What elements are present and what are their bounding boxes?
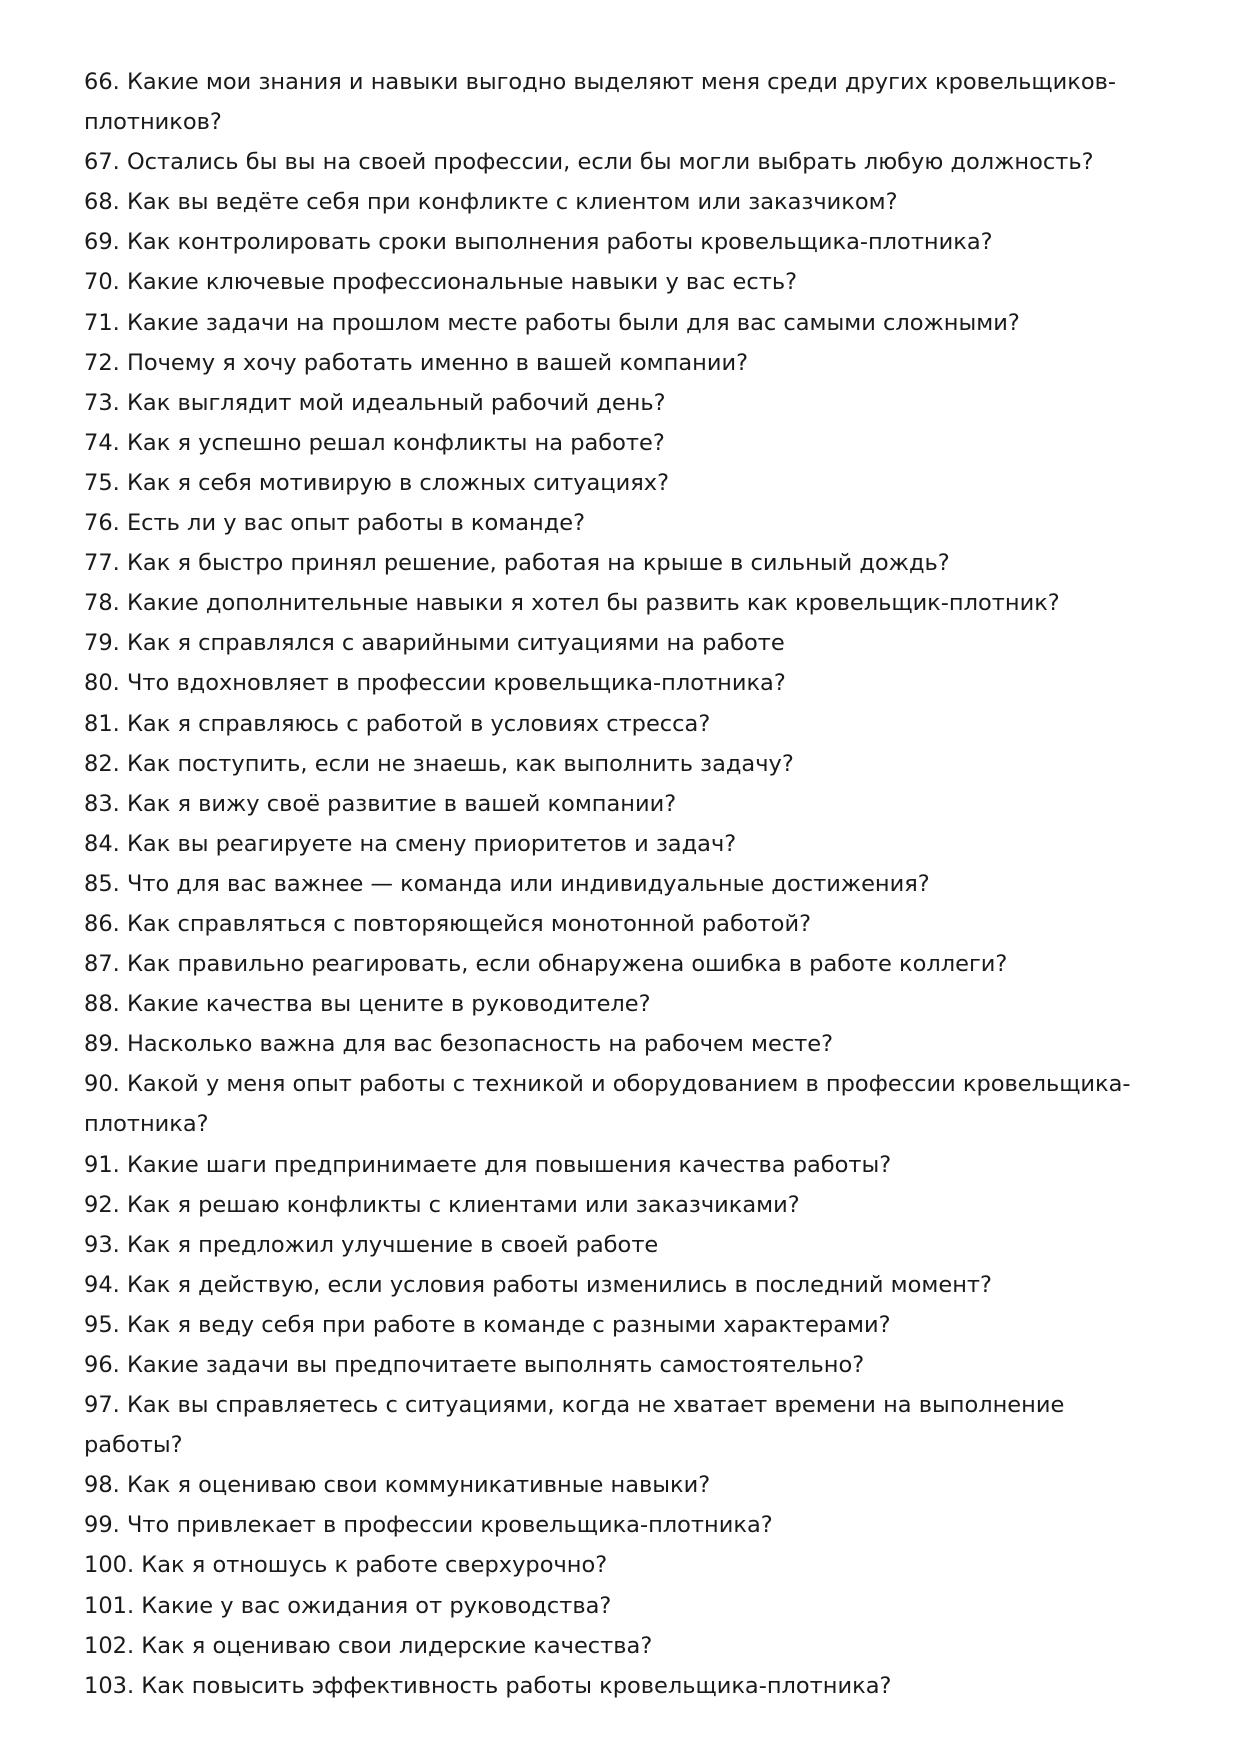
question-number: 68.: [84, 189, 120, 216]
question-number: 102.: [84, 1632, 135, 1659]
question-text: Есть ли у вас опыт работы в команде?: [126, 510, 586, 537]
question-number: 78.: [84, 590, 120, 617]
question-text: Как контролировать сроки выполнения работы кровельщика-плотника?: [126, 229, 993, 256]
question-text: Как правильно реагировать, если обнаружена ошибка в работе коллеги?: [126, 951, 1008, 978]
question-number: 99.: [84, 1512, 120, 1539]
question-text: Как я быстро принял решение, работая на крыше в сильный дождь?: [126, 550, 950, 577]
question-text: Какие задачи на прошлом месте работы были для вас самыми сложными?: [126, 309, 1020, 336]
question-text: Как поступить, если не знаешь, как выполнить задачу?: [126, 750, 794, 777]
question-text: Как я решаю конфликты с клиентами или заказчиками?: [126, 1191, 800, 1218]
question-number: 96.: [84, 1352, 120, 1378]
question-number: 80.: [84, 670, 120, 697]
question-number: 94.: [84, 1271, 120, 1298]
question-text: Как справляться с повторяющейся монотонной работой?: [126, 910, 812, 937]
question-number: 79.: [84, 630, 120, 657]
question-number: 88.: [84, 991, 120, 1018]
question-item-90: [84, 1064, 1154, 1144]
question-text: Какие задачи вы предпочитаете выполнять самостоятельно?: [126, 1352, 865, 1378]
question-item-93: [84, 1225, 1154, 1265]
question-item-95: [84, 1305, 1154, 1345]
question-number: 95.: [84, 1311, 120, 1338]
question-item-103: [84, 1666, 1154, 1706]
question-text: Как вы ведёте себя при конфликте с клиентом или заказчиком?: [126, 189, 898, 216]
question-number: 69.: [84, 229, 120, 256]
question-item-91: [84, 1145, 1154, 1185]
question-text: Как вы реагируете на смену приоритетов и задач?: [126, 830, 737, 857]
question-item-79: [84, 623, 1154, 663]
question-number: 82.: [84, 750, 120, 777]
question-number: 98.: [84, 1472, 120, 1499]
question-number: 67.: [84, 149, 120, 176]
question-number: 86.: [84, 910, 120, 937]
question-item-99: [84, 1505, 1154, 1545]
question-text: Какой у меня опыт работы с техникой и оборудованием в профессии кровельщика-плотника?: [84, 1071, 1131, 1138]
question-number: 89.: [84, 1031, 120, 1058]
question-number: 75.: [84, 469, 120, 496]
question-item-102: [84, 1626, 1154, 1666]
question-text: Как я действую, если условия работы изменились в последний момент?: [126, 1271, 992, 1298]
question-item-70: [84, 262, 1154, 302]
question-item-66: [84, 62, 1154, 142]
question-text: Остались бы вы на своей профессии, если бы могли выбрать любую должность?: [126, 149, 1094, 176]
question-number: 101.: [84, 1592, 135, 1619]
question-item-83: [84, 784, 1154, 824]
question-item-96: [84, 1345, 1154, 1385]
question-number: 90.: [84, 1071, 120, 1098]
question-number: 77.: [84, 550, 120, 577]
question-text: Какие качества вы цените в руководителе?: [126, 991, 651, 1018]
question-text: Что для вас важнее — команда или индивидуальные достижения?: [126, 870, 930, 897]
question-number: 85.: [84, 870, 120, 897]
question-number: 71.: [84, 309, 120, 336]
question-item-73: [84, 383, 1154, 423]
question-item-88: [84, 984, 1154, 1024]
question-text: Насколько важна для вас безопасность на рабочем месте?: [126, 1031, 834, 1058]
question-text: Какие мои знания и навыки выгодно выделяют меня среди других кровельщиков-плотников?: [84, 69, 1116, 136]
question-number: 73.: [84, 389, 120, 416]
question-item-94: [84, 1265, 1154, 1305]
question-text: Как я справлялся с аварийными ситуациями на работе: [126, 630, 785, 657]
question-item-97: [84, 1385, 1154, 1465]
question-item-75: [84, 463, 1154, 503]
question-item-71: [84, 303, 1154, 343]
question-number: 83.: [84, 790, 120, 817]
question-number: 91.: [84, 1151, 120, 1178]
question-text: Что вдохновляет в профессии кровельщика-плотника?: [126, 670, 786, 697]
question-item-85: [84, 864, 1154, 904]
question-item-89: [84, 1024, 1154, 1064]
question-item-81: [84, 704, 1154, 744]
question-text: Какие ключевые профессиональные навыки у вас есть?: [126, 269, 798, 296]
question-item-76: [84, 503, 1154, 543]
question-number: 70.: [84, 269, 120, 296]
question-item-78: [84, 583, 1154, 623]
question-text: Какие шаги предпринимаете для повышения качества работы?: [126, 1151, 892, 1178]
question-item-101: [84, 1586, 1154, 1626]
question-item-98: [84, 1465, 1154, 1505]
question-number: 100.: [84, 1552, 135, 1579]
question-item-68: [84, 182, 1154, 222]
question-text: Как я справляюсь с работой в условиях стресса?: [126, 710, 711, 737]
question-number: 81.: [84, 710, 120, 737]
question-number: 66.: [84, 69, 120, 95]
question-number: 76.: [84, 510, 120, 537]
question-item-80: [84, 663, 1154, 703]
question-item-69: [84, 222, 1154, 262]
question-item-82: [84, 744, 1154, 784]
question-text: Какие у вас ожидания от руководства?: [141, 1592, 612, 1619]
question-number: 72.: [84, 349, 120, 376]
question-text: Как вы справляетесь с ситуациями, когда не хватает времени на выполнение работы?: [84, 1392, 1065, 1459]
question-item-92: [84, 1185, 1154, 1225]
question-item-67: [84, 142, 1154, 182]
question-text: Как я оцениваю свои лидерские качества?: [141, 1632, 653, 1659]
question-text: Как повысить эффективность работы кровельщика-плотника?: [141, 1672, 892, 1699]
question-text: Как я себя мотивирую в сложных ситуациях?: [126, 469, 670, 496]
question-text: Какие дополнительные навыки я хотел бы развить как кровельщик-плотник?: [126, 590, 1060, 617]
question-text: Что привлекает в профессии кровельщика-плотника?: [126, 1512, 773, 1539]
question-number: 93.: [84, 1231, 120, 1258]
question-text: Как я вижу своё развитие в вашей компании?: [126, 790, 677, 817]
question-text: Как выглядит мой идеальный рабочий день?: [126, 389, 666, 416]
question-text: Почему я хочу работать именно в вашей компании?: [126, 349, 749, 376]
question-item-86: [84, 904, 1154, 944]
question-item-77: [84, 543, 1154, 583]
question-text: Как я успешно решал конфликты на работе?: [126, 429, 665, 456]
question-item-72: [84, 343, 1154, 383]
question-item-100: [84, 1545, 1154, 1585]
question-text: Как я отношусь к работе сверхурочно?: [141, 1552, 608, 1579]
question-number: 103.: [84, 1672, 135, 1699]
question-number: 84.: [84, 830, 120, 857]
question-item-87: [84, 944, 1154, 984]
question-number: 92.: [84, 1191, 120, 1218]
question-number: 87.: [84, 951, 120, 978]
question-list: [84, 62, 1154, 1706]
question-text: Как я предложил улучшение в своей работе: [126, 1231, 659, 1258]
question-text: Как я веду себя при работе в команде с разными характерами?: [126, 1311, 891, 1338]
question-item-74: [84, 423, 1154, 463]
question-item-84: [84, 824, 1154, 864]
question-number: 74.: [84, 429, 120, 456]
question-number: 97.: [84, 1392, 120, 1419]
question-text: Как я оцениваю свои коммуникативные навыки?: [126, 1472, 711, 1499]
